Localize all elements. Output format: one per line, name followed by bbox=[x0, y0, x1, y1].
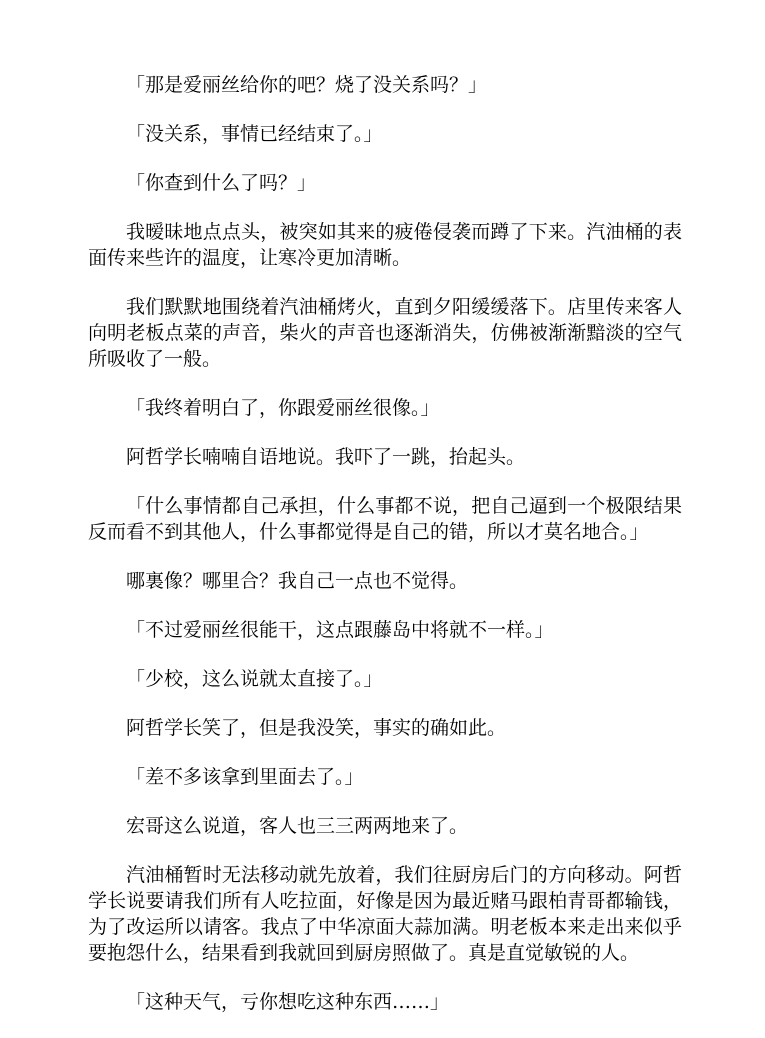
paragraph: 「差不多该拿到里面去了。」 bbox=[126, 766, 364, 788]
paragraph: 「我终着明白了，你跟爱丽丝很像。」 bbox=[126, 397, 440, 419]
paragraph: 「你查到什么了吗？」 bbox=[126, 172, 317, 194]
paragraph: 阿哲学长喃喃自语地说。我吓了一跳，抬起头。 bbox=[126, 446, 526, 468]
paragraph: 「什么事情都自己承担，什么事都不说，把自己逼到一个极限结果反而看不到其他人，什么事都觉得是自己的错，所以才莫名地合。」 bbox=[88, 495, 682, 543]
paragraph: 「少校，这么说就太直接了。」 bbox=[126, 668, 383, 690]
paragraph: 阿哲学长笑了，但是我没笑，事实的确如此。 bbox=[126, 717, 507, 739]
paragraph: 「这种天气，亏你想吃这种东西……」 bbox=[126, 991, 450, 1013]
document-body bbox=[88, 72, 682, 1038]
paragraph: 「不过爱丽丝很能干，这点跟藤岛中将就不一样。」 bbox=[126, 619, 554, 641]
paragraph: 我暧昧地点点头，被突如其来的疲倦侵袭而蹲了下来。汽油桶的表面传来些许的温度，让寒冷更加清晰。 bbox=[88, 221, 682, 269]
paragraph: 「没关系，事情已经结束了。」 bbox=[126, 123, 383, 145]
paragraph: 哪裏像？哪里合？我自己一点也不觉得。 bbox=[126, 570, 469, 592]
paragraph: 「那是爱丽丝给你的吧？烧了没关系吗？」 bbox=[126, 74, 488, 96]
paragraph: 宏哥这么说道，客人也三三两两地来了。 bbox=[126, 815, 469, 837]
paragraph: 汽油桶暂时无法移动就先放着，我们往厨房后门的方向移动。阿哲学长说要请我们所有人吃拉面，好像是因为最近赌马跟柏青哥都输钱，为了改运所以请客。我点了中华凉面大蒜加满。明老板本来走出来似乎要抱怨什么，结果看到我就回到厨房照做了。真是直觉敏锐的人。 bbox=[88, 864, 682, 964]
paragraph: 我们默默地围绕着汽油桶烤火，直到夕阳缓缓落下。店里传来客人向明老板点菜的声音，柴火的声音也逐渐消失，仿佛被渐渐黯淡的空气所吸收了一般。 bbox=[88, 296, 682, 370]
